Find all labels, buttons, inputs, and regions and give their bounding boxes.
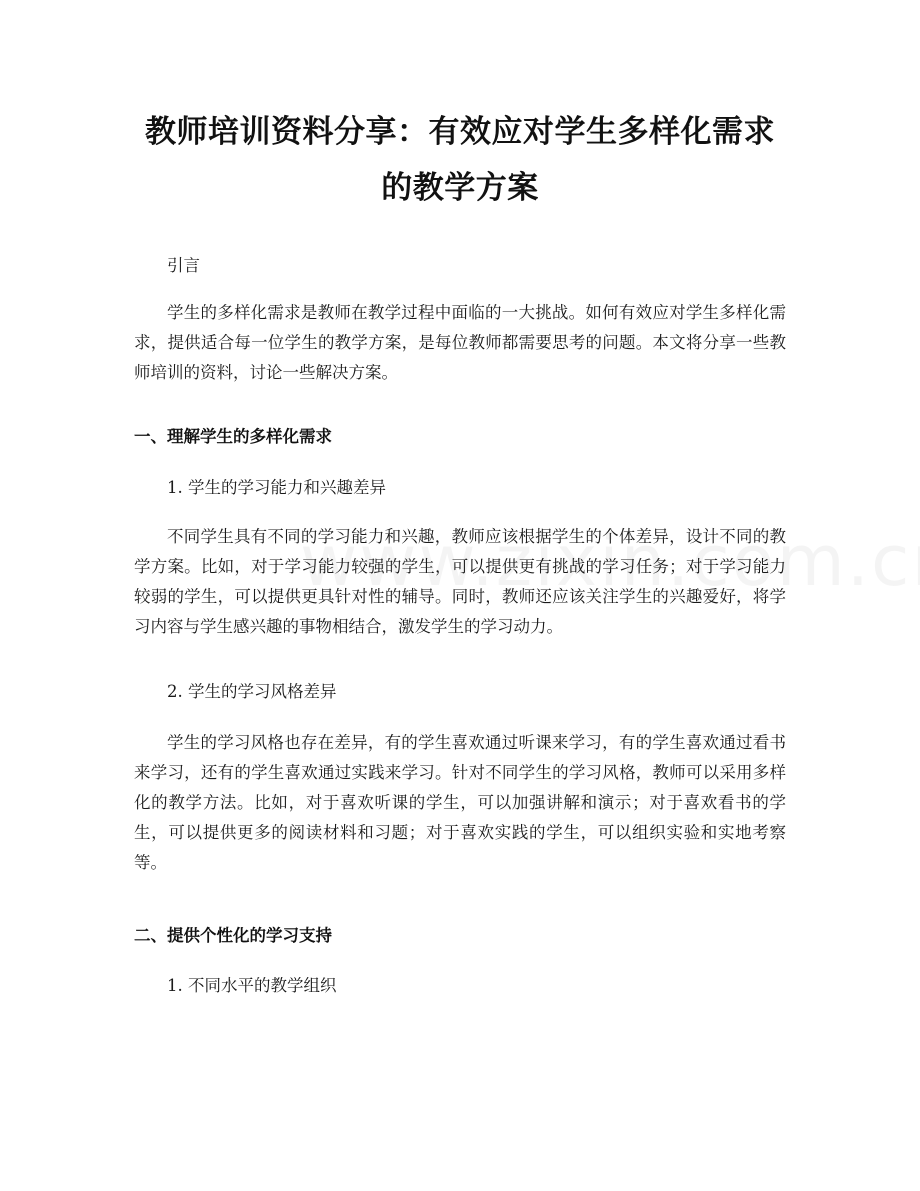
section-1-sub-2-text: 学生的学习风格也存在差异，有的学生喜欢通过听课来学习，有的学生喜欢通过看书来学习，还有的学生喜欢通过实践来学习。针对不同学生的学习风格，教师可以采用多样化的教学方法。比如，对于喜欢听课的学生，可以加强讲解和演示；对于喜欢看书的学生，可以提供更多的阅读材料和习题；对于喜欢实践的学生，可以组织实验和实地考察等。 <box>134 733 786 872</box>
section-2-sub-1-title: 1. 不同水平的教学组织 <box>167 976 337 995</box>
section-1-sub-1-title: 1. 学生的学习能力和兴趣差异 <box>167 478 386 497</box>
section-2-heading: 二、提供个性化的学习支持 <box>134 926 332 945</box>
intro-paragraph: 学生的多样化需求是教师在教学过程中面临的一大挑战。如何有效应对学生多样化需求，提供适合每一位学生的教学方案，是每位教师都需要思考的问题。本文将分享一些教师培训的资料，讨论一些解决方案。 <box>134 303 786 382</box>
section-1-sub-2-title: 2. 学生的学习风格差异 <box>167 682 337 701</box>
intro-label: 引言 <box>167 256 200 275</box>
document-title: 教师培训资料分享：有效应对学生多样化需求的教学方案 <box>145 114 775 206</box>
section-1-sub-1-text: 不同学生具有不同的学习能力和兴趣，教师应该根据学生的个体差异，设计不同的教学方案。比如，对于学习能力较强的学生，可以提供更有挑战的学习任务；对于学习能力较弱的学生，可以提供更具针对性的辅导。同时，教师还应该关注学生的兴趣爱好，将学习内容与学生感兴趣的事物相结合，激发学生的学习动力。 <box>134 527 786 636</box>
section-1-heading: 一、理解学生的多样化需求 <box>134 427 332 446</box>
